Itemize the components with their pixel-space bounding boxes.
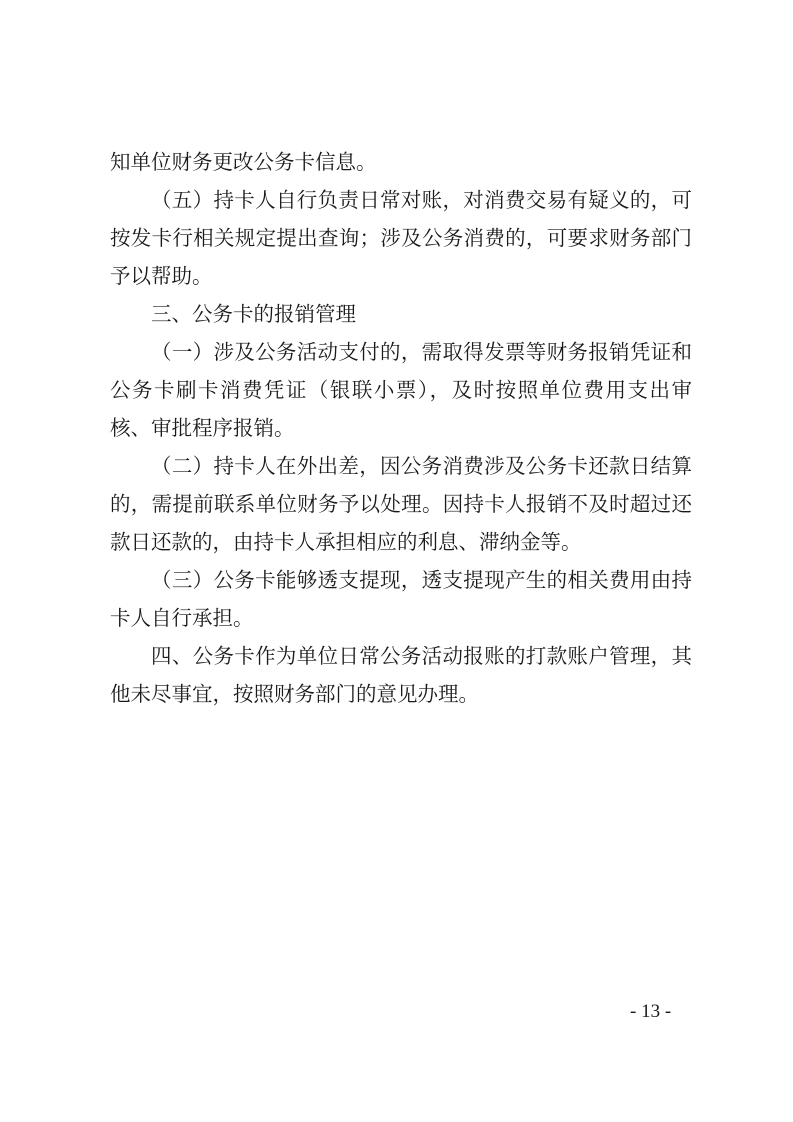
section-heading-4: 四、公务卡作为单位日常公务活动报账的打款账户管理，其他未尽事宜，按照财务部门的意见办理。	[110, 644, 692, 706]
paragraph-item-1: （一）涉及公务活动支付的，需取得发票等财务报销凭证和公务卡刷卡消费凭证（银联小票），及时按照单位费用支出审核、审批程序报销。	[110, 340, 692, 440]
page-number: - 13 -	[630, 1001, 672, 1022]
paragraph-item-3: （三）公务卡能够透支提现，透支提现产生的相关费用由持卡人自行承担。	[110, 568, 692, 630]
paragraph-item-5: （五）持卡人自行负责日常对账，对消费交易有疑义的，可按发卡行相关规定提出查询；涉及公务消费的，可要求财务部门予以帮助。	[110, 188, 692, 288]
paragraph-continuation: 知单位财务更改公务卡信息。	[110, 150, 377, 174]
paragraph-item-2: （二）持卡人在外出差，因公务消费涉及公务卡还款日结算的，需提前联系单位财务予以处理。因持卡人报销不及时超过还款日还款的，由持卡人承担相应的利息、滞纳金等。	[110, 454, 692, 554]
section-heading-3: 三、公务卡的报销管理	[151, 302, 356, 326]
document-body	[110, 143, 692, 713]
